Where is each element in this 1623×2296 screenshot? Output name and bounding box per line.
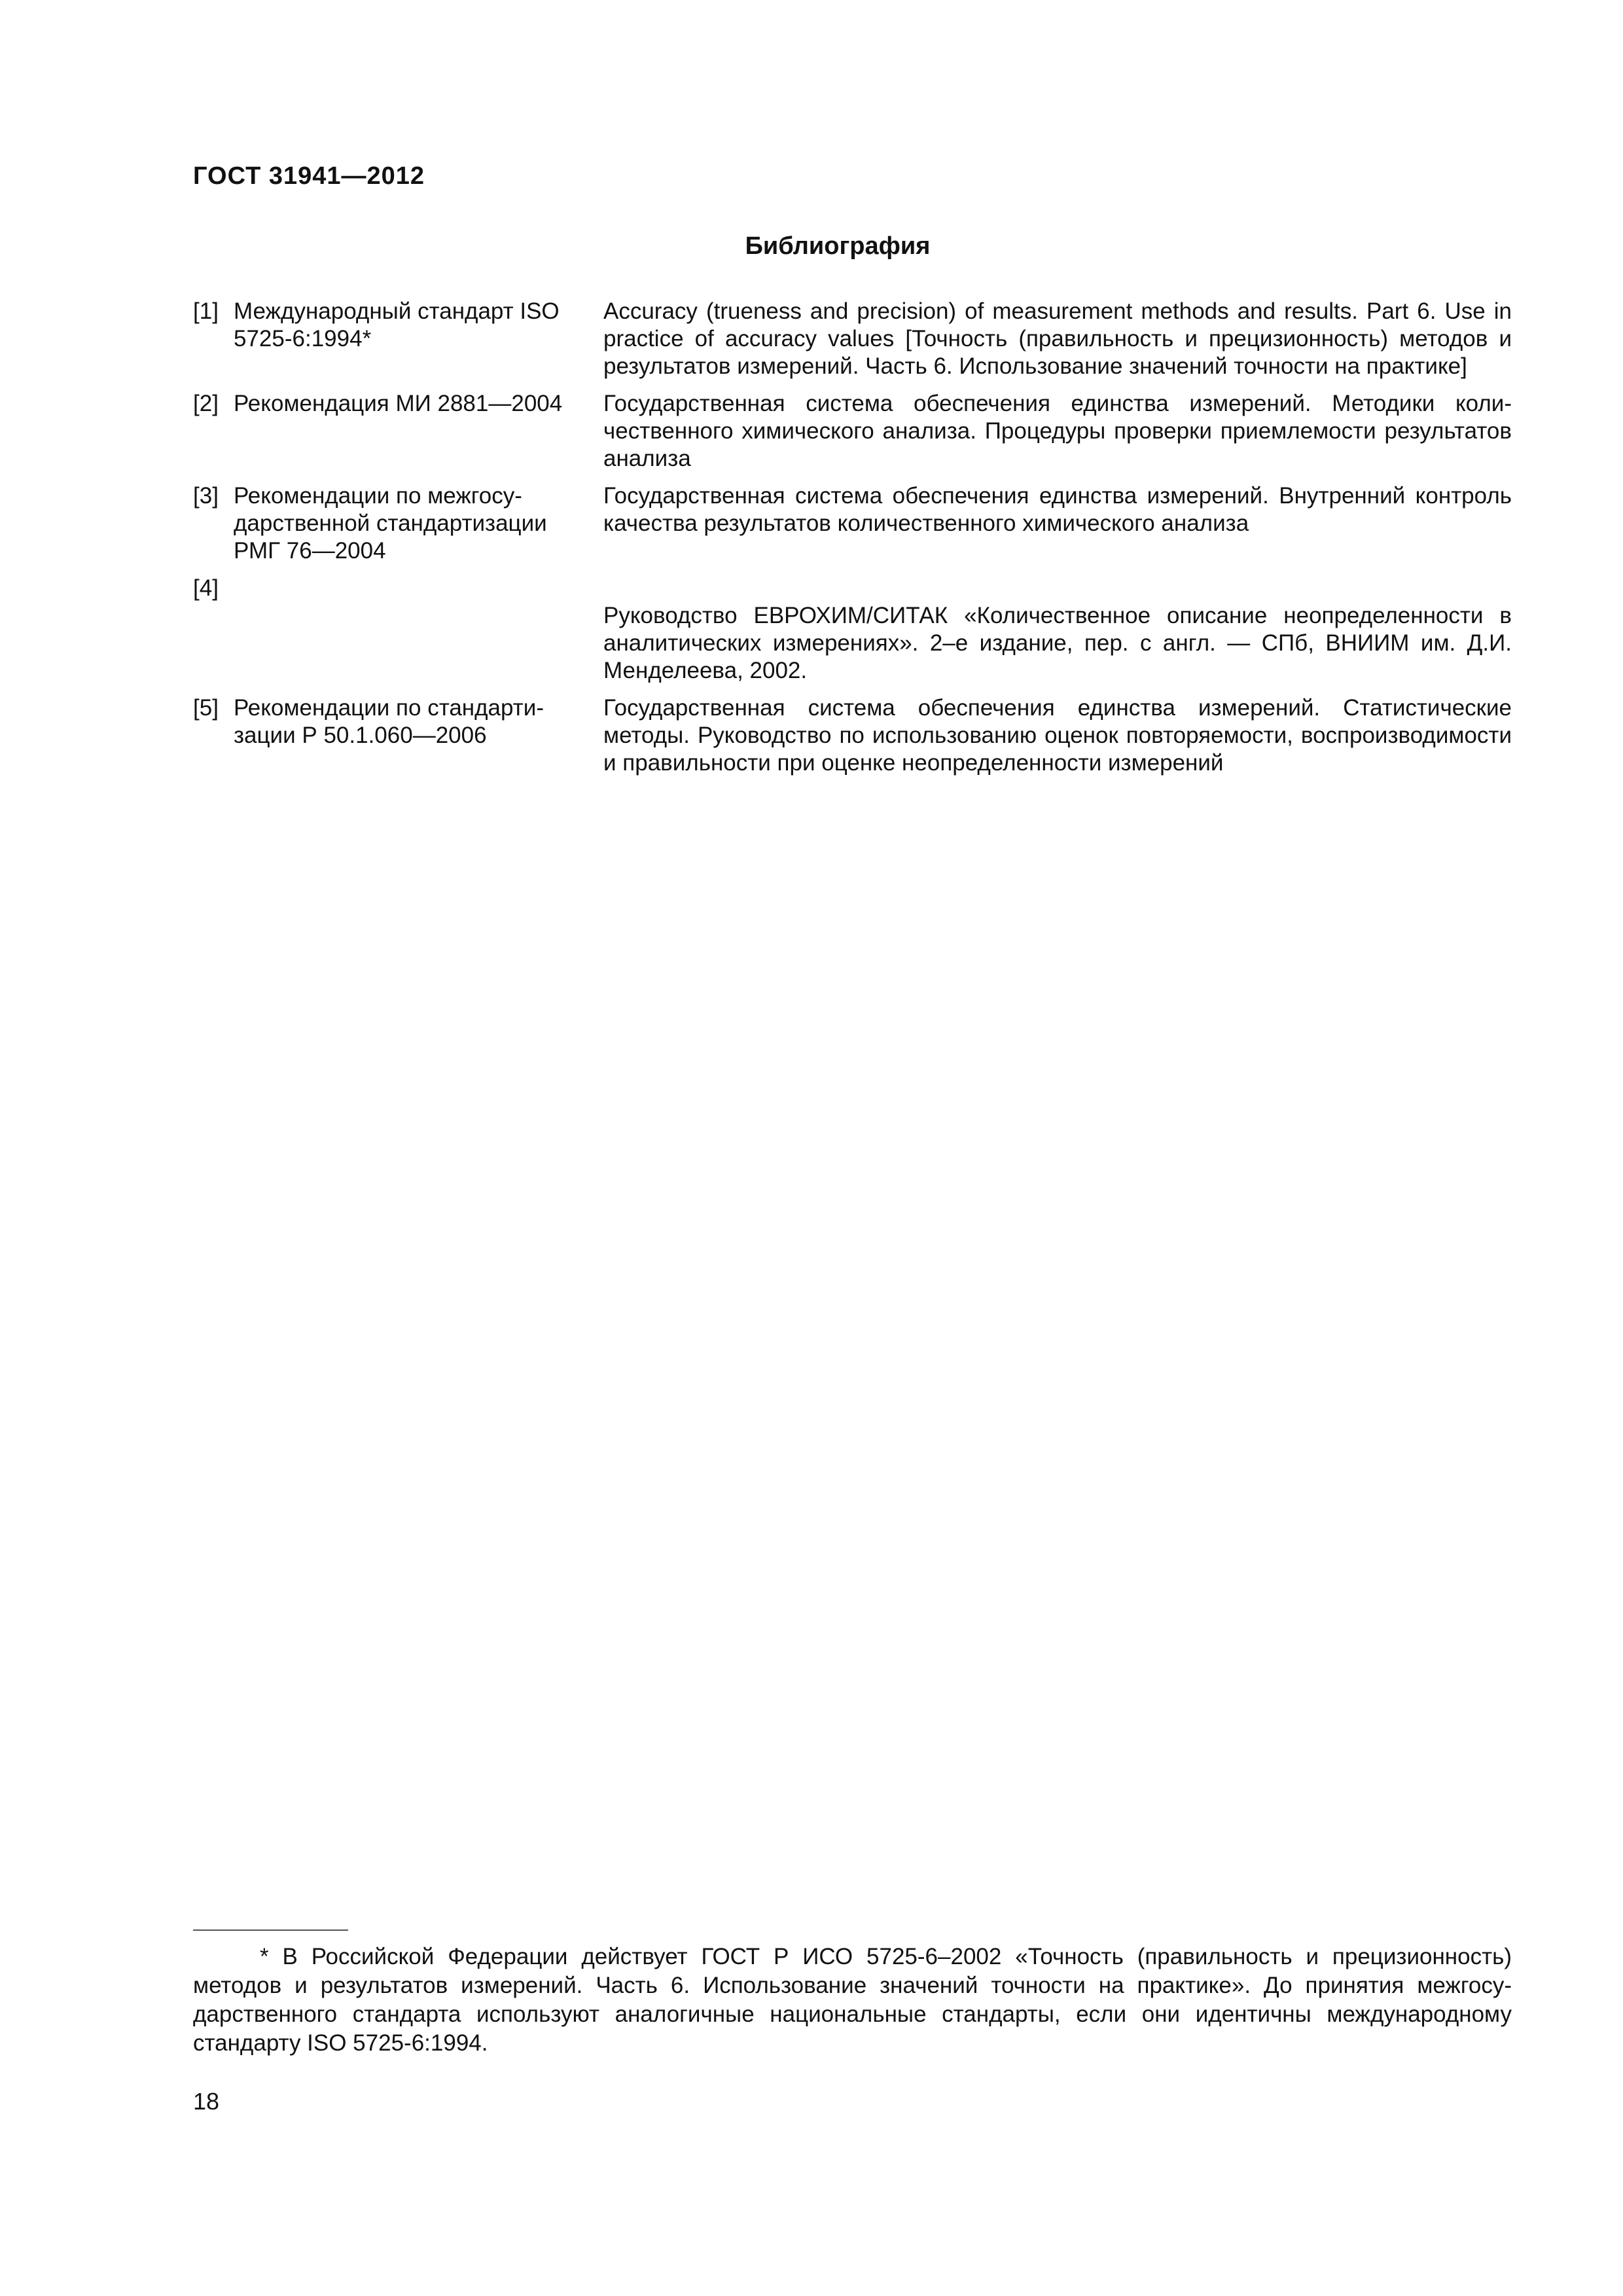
entry-text: Государственная система обеспечения единства измерений. Статистические методы. Руководство по использованию оценок повторяемости, воспроизводимости и правильности при оценке неопределенности измерений bbox=[603, 695, 1512, 776]
entry-text: Государственная система обеспечения единства измерений. Методики количественного химического анализа. Процедуры проверки приемлемости результатов анализа bbox=[603, 391, 1512, 471]
entry-number: [1] bbox=[193, 298, 219, 324]
bibliography-entry-3 bbox=[193, 482, 1512, 565]
footnote: * В Российской Федерации действует ГОСТ Р ИСО 5725-6–2002 «Точность (правильность и прецизионность) методов и результатов измерений. Часть 6. Использование значений точности на практике». До принятия межгосударственного стандарта используют аналогичные национальные стандарты, если они идентичны международному стандарту ISO 5725-6:1994. bbox=[193, 1944, 1512, 2056]
document-code: ГОСТ 31941—2012 bbox=[193, 162, 425, 190]
entry-label: Международный стандарт ISO 5725-6:1994* bbox=[234, 298, 560, 351]
entry-label: Рекомендация МИ 2881—2004 bbox=[234, 391, 563, 416]
entry-text: Руководство ЕВРОХИМ/СИТАК «Количественное описание неопределенности в аналитических измерениях». 2–е издание, пер. с англ. — СПб, ВНИИМ им. Д.И. Менделеева, 2002. bbox=[603, 603, 1512, 683]
page-number: 18 bbox=[193, 2088, 220, 2115]
bibliography-list bbox=[193, 298, 1512, 787]
entry-text: Государственная система обеспечения единства измерений. Внутренний контроль качества результатов количественного химического анализа bbox=[603, 483, 1512, 536]
bibliography-entry-4 bbox=[193, 575, 1512, 685]
bibliography-entry-1 bbox=[193, 298, 1512, 380]
entry-text: Accuracy (trueness and precision) of measurement methods and results. Part 6. Use in practice of accuracy values [Точность (правильность и прецизионность) методов и результатов измерений. Часть 6. Использование значений точности на практике] bbox=[603, 298, 1512, 379]
footnote-divider bbox=[193, 1929, 348, 1931]
bibliography-entry-5 bbox=[193, 694, 1512, 777]
entry-number: [4] bbox=[193, 575, 219, 601]
entry-label: Рекомендации по стандартизации Р 50.1.060—2006 bbox=[234, 695, 544, 748]
entry-label: Рекомендации по межгосударственной стандартизации РМГ 76—2004 bbox=[234, 483, 547, 564]
page-title: Библиография bbox=[745, 232, 931, 260]
bibliography-entry-2 bbox=[193, 390, 1512, 473]
entry-number: [2] bbox=[193, 391, 219, 416]
entry-number: [5] bbox=[193, 695, 219, 721]
entry-number: [3] bbox=[193, 483, 219, 509]
